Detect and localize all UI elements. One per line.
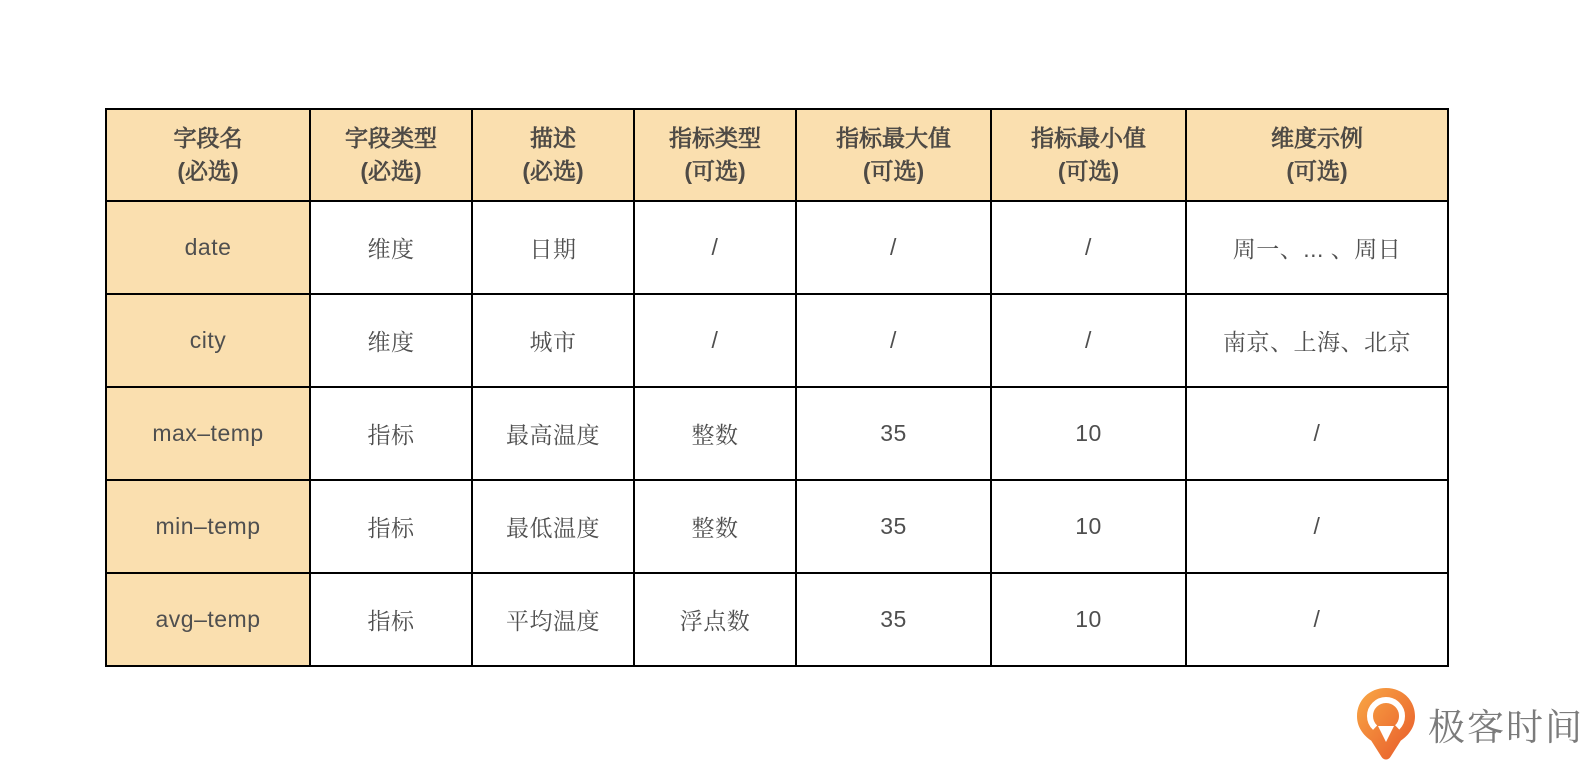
cell-metric-type: 浮点数 [634, 573, 796, 666]
table-row [106, 294, 1448, 387]
cell-metric-min: 10 [991, 480, 1186, 573]
header-row [106, 109, 1448, 201]
geektime-pin-icon [1354, 686, 1418, 762]
geektime-logo [1354, 686, 1584, 762]
cell-field-type: 指标 [310, 480, 472, 573]
cell-dimension-example: 周一、... 、周日 [1186, 201, 1448, 294]
cell-metric-min: 10 [991, 573, 1186, 666]
cell-field-type: 维度 [310, 201, 472, 294]
col-title: 指标最大值 [836, 125, 951, 151]
col-title: 字段名 [173, 125, 243, 151]
cell-metric-max: / [796, 294, 991, 387]
col-subtitle: (可选) [1057, 158, 1120, 184]
col-header-metric-min [991, 109, 1186, 201]
geektime-logo-text: 极客时间 [1428, 707, 1584, 748]
cell-metric-type: / [634, 294, 796, 387]
col-header-description [472, 109, 634, 201]
col-subtitle: (可选) [684, 158, 746, 184]
cell-dimension-example: / [1186, 387, 1448, 480]
cell-metric-min: 10 [991, 387, 1186, 480]
cell-description: 最高温度 [472, 387, 634, 480]
col-subtitle: (可选) [862, 158, 925, 184]
cell-metric-min: / [991, 294, 1186, 387]
cell-field-type: 维度 [310, 294, 472, 387]
cell-field-name: max–temp [106, 387, 310, 480]
cell-metric-max: / [796, 201, 991, 294]
cell-field-name: city [106, 294, 310, 387]
cell-dimension-example: / [1186, 573, 1448, 666]
cell-description: 日期 [472, 201, 634, 294]
col-subtitle: (必选) [360, 158, 422, 184]
table-row [106, 480, 1448, 573]
col-subtitle: (必选) [522, 158, 584, 184]
cell-description: 城市 [472, 294, 634, 387]
col-title: 指标最小值 [1031, 125, 1146, 151]
cell-field-type: 指标 [310, 573, 472, 666]
table-row [106, 201, 1448, 294]
cell-dimension-example: / [1186, 480, 1448, 573]
col-title: 维度示例 [1271, 125, 1363, 151]
table-row [106, 573, 1448, 666]
cell-metric-type: / [634, 201, 796, 294]
col-header-field-name [106, 109, 310, 201]
cell-description: 平均温度 [472, 573, 634, 666]
cell-field-name: min–temp [106, 480, 310, 573]
cell-metric-type: 整数 [634, 387, 796, 480]
cell-description: 最低温度 [472, 480, 634, 573]
cell-metric-max: 35 [796, 387, 991, 480]
col-header-dimension-example [1186, 109, 1448, 201]
field-spec-table [105, 108, 1447, 667]
table-row [106, 387, 1448, 480]
col-subtitle: (可选) [1286, 158, 1348, 184]
col-title: 指标类型 [669, 125, 761, 151]
cell-metric-max: 35 [796, 573, 991, 666]
col-subtitle: (必选) [177, 158, 239, 184]
col-header-field-type [310, 109, 472, 201]
cell-field-type: 指标 [310, 387, 472, 480]
cell-metric-type: 整数 [634, 480, 796, 573]
cell-field-name: date [106, 201, 310, 294]
cell-field-name: avg–temp [106, 573, 310, 666]
col-header-metric-max [796, 109, 991, 201]
col-header-metric-type [634, 109, 796, 201]
cell-dimension-example: 南京、上海、北京 [1186, 294, 1448, 387]
col-title: 描述 [530, 125, 576, 151]
cell-metric-min: / [991, 201, 1186, 294]
col-title: 字段类型 [345, 125, 437, 151]
cell-metric-max: 35 [796, 480, 991, 573]
